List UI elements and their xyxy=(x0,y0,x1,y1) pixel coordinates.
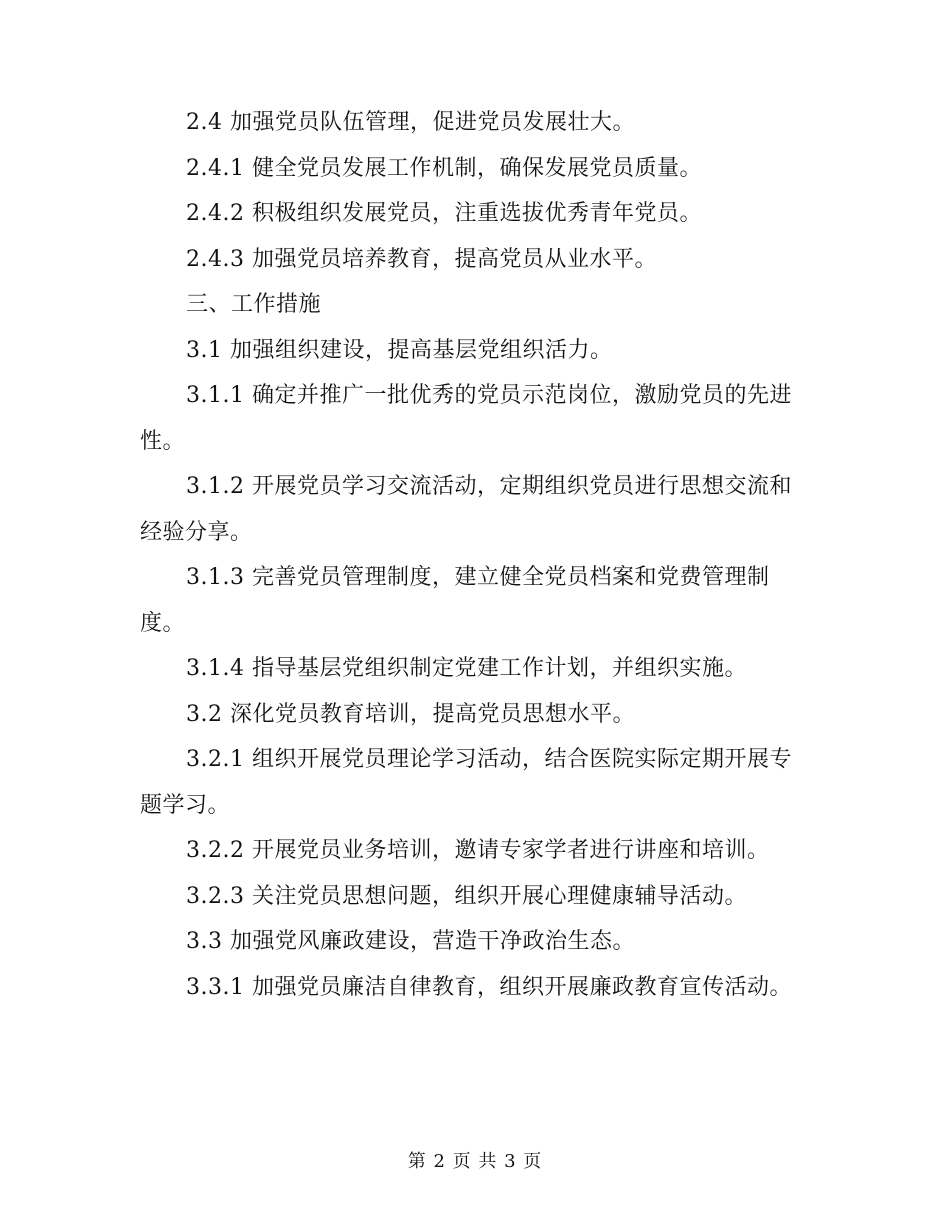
paragraph-3-2-2: 3.2.2 开展党员业务培训，邀请专家学者进行讲座和培训。 xyxy=(186,838,770,863)
paragraph-3-1-4: 3.1.4 指导基层党组织制定党建工作计划，并组织实施。 xyxy=(186,656,747,681)
paragraph-3-1-2: 3.1.2 开展党员学习交流活动，定期组织党员进行思想交流和经验分享。 xyxy=(140,474,792,545)
paragraph-2-4: 2.4 加强党员队伍管理，促进党员发展壮大。 xyxy=(186,110,635,135)
paragraph-3-1-1: 3.1.1 确定并推广一批优秀的党员示范岗位，激励党员的先进性。 xyxy=(140,383,792,454)
section-heading-work-measures: 三、工作措施 xyxy=(186,292,322,317)
paragraph-2-4-3: 2.4.3 加强党员培养教育，提高党员从业水平。 xyxy=(186,246,657,272)
paragraph-3-2-3: 3.2.3 关注党员思想问题，组织开展心理健康辅导活动。 xyxy=(186,883,747,909)
document-body xyxy=(140,100,808,1010)
paragraph-3-3-1: 3.3.1 加强党员廉洁自律教育，组织开展廉政教育宣传活动。 xyxy=(186,974,792,1000)
page-footer: 第 2 页 共 3 页 xyxy=(407,1151,543,1172)
paragraph-2-4-1: 2.4.1 健全党员发展工作机制，确保发展党员质量。 xyxy=(186,155,702,181)
paragraph-2-4-2: 2.4.2 积极组织发展党员，注重选拔优秀青年党员。 xyxy=(186,201,702,226)
paragraph-3-2-1: 3.2.1 组织开展党员理论学习活动，结合医院实际定期开展专题学习。 xyxy=(140,747,792,818)
paragraph-3-3: 3.3 加强党风廉政建设，营造干净政治生态。 xyxy=(186,929,635,954)
paragraph-3-2: 3.2 深化党员教育培训，提高党员思想水平。 xyxy=(186,701,635,727)
paragraph-3-1-3: 3.1.3 完善党员管理制度，建立健全党员档案和党费管理制度。 xyxy=(140,565,770,636)
paragraph-3-1: 3.1 加强组织建设，提高基层党组织活力。 xyxy=(186,337,613,363)
